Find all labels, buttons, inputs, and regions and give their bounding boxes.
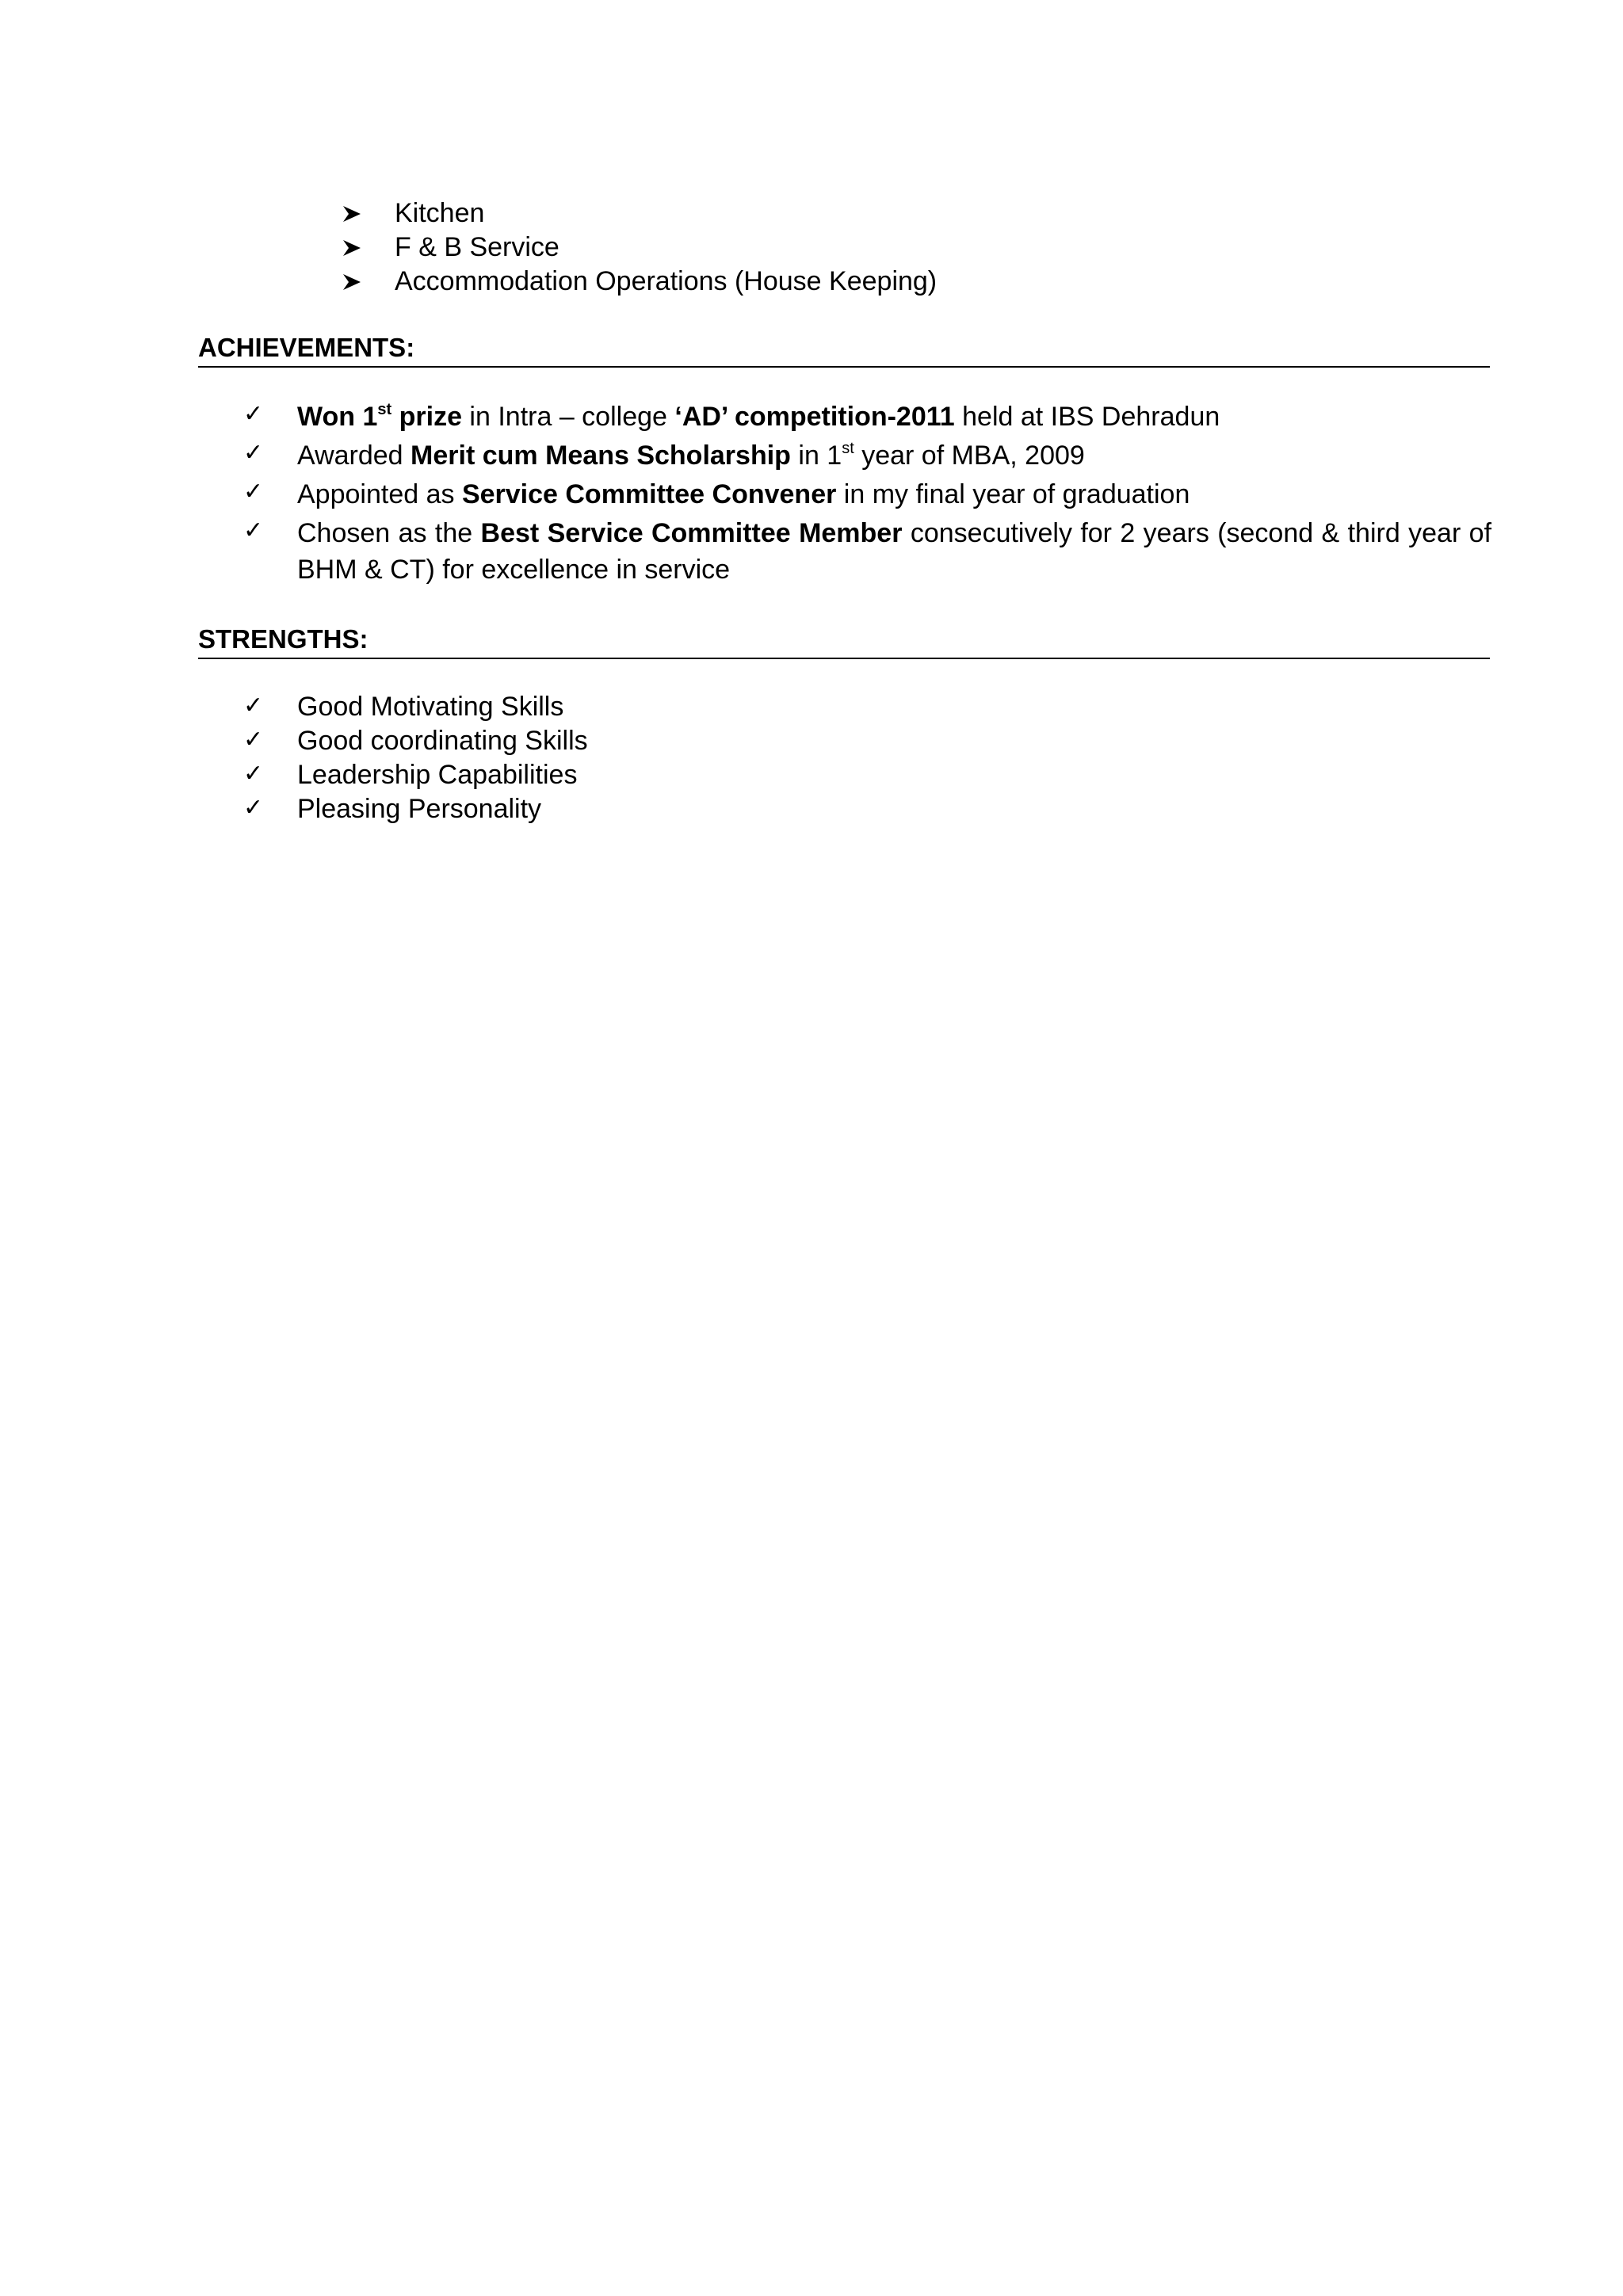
list-item-label: Leadership Capabilities bbox=[297, 760, 578, 790]
list-item bbox=[243, 399, 1491, 435]
list-item bbox=[243, 758, 1491, 792]
list-item bbox=[342, 196, 1452, 231]
checkmark-icon: ✓ bbox=[243, 795, 264, 821]
list-item bbox=[342, 231, 1452, 265]
checkmark-icon: ✓ bbox=[243, 517, 264, 543]
checkmark-icon: ✓ bbox=[243, 440, 264, 466]
list-item-label: Accommodation Operations (House Keeping) bbox=[395, 266, 938, 296]
list-item bbox=[243, 792, 1491, 826]
checkmark-icon: ✓ bbox=[243, 761, 264, 787]
list-item bbox=[243, 476, 1491, 513]
arrow-bullet-icon bbox=[342, 196, 366, 231]
checkmark-icon: ✓ bbox=[243, 401, 264, 427]
list-item-text: Appointed as Service Committee Convener in my final year of graduation bbox=[297, 479, 1190, 509]
achievements-list bbox=[243, 399, 1491, 590]
list-item-text: Awarded Merit cum Means Scholarship in 1st year of MBA, 2009 bbox=[297, 440, 1085, 471]
list-item bbox=[243, 690, 1491, 724]
strengths-list bbox=[243, 690, 1491, 826]
achievements-heading: ACHIEVEMENTS: bbox=[198, 331, 1490, 368]
checkmark-icon: ✓ bbox=[243, 727, 264, 753]
list-item-label: Good coordinating Skills bbox=[297, 726, 588, 756]
list-item-text: Won 1st prize in Intra – college ‘AD’ competition-2011 held at IBS Dehradun bbox=[297, 401, 1220, 432]
arrow-bullet-icon bbox=[342, 265, 366, 299]
list-item-label: Good Motivating Skills bbox=[297, 692, 564, 722]
checkmark-icon: ✓ bbox=[243, 479, 264, 505]
training-department-list bbox=[342, 196, 1452, 299]
list-item bbox=[342, 265, 1452, 299]
list-item bbox=[243, 724, 1491, 758]
list-item bbox=[243, 515, 1491, 588]
list-item-text: Chosen as the Best Service Committee Member consecutively for 2 years (second & third year of BHM & CT) for excellence in service bbox=[297, 518, 1492, 585]
list-item-label: Kitchen bbox=[395, 198, 485, 228]
arrow-bullet-icon bbox=[342, 231, 366, 265]
list-item-label: F & B Service bbox=[395, 232, 559, 262]
list-item-label: Pleasing Personality bbox=[297, 794, 542, 824]
list-item bbox=[243, 437, 1491, 474]
strengths-heading: STRENGTHS: bbox=[198, 623, 1490, 659]
checkmark-icon: ✓ bbox=[243, 692, 264, 719]
